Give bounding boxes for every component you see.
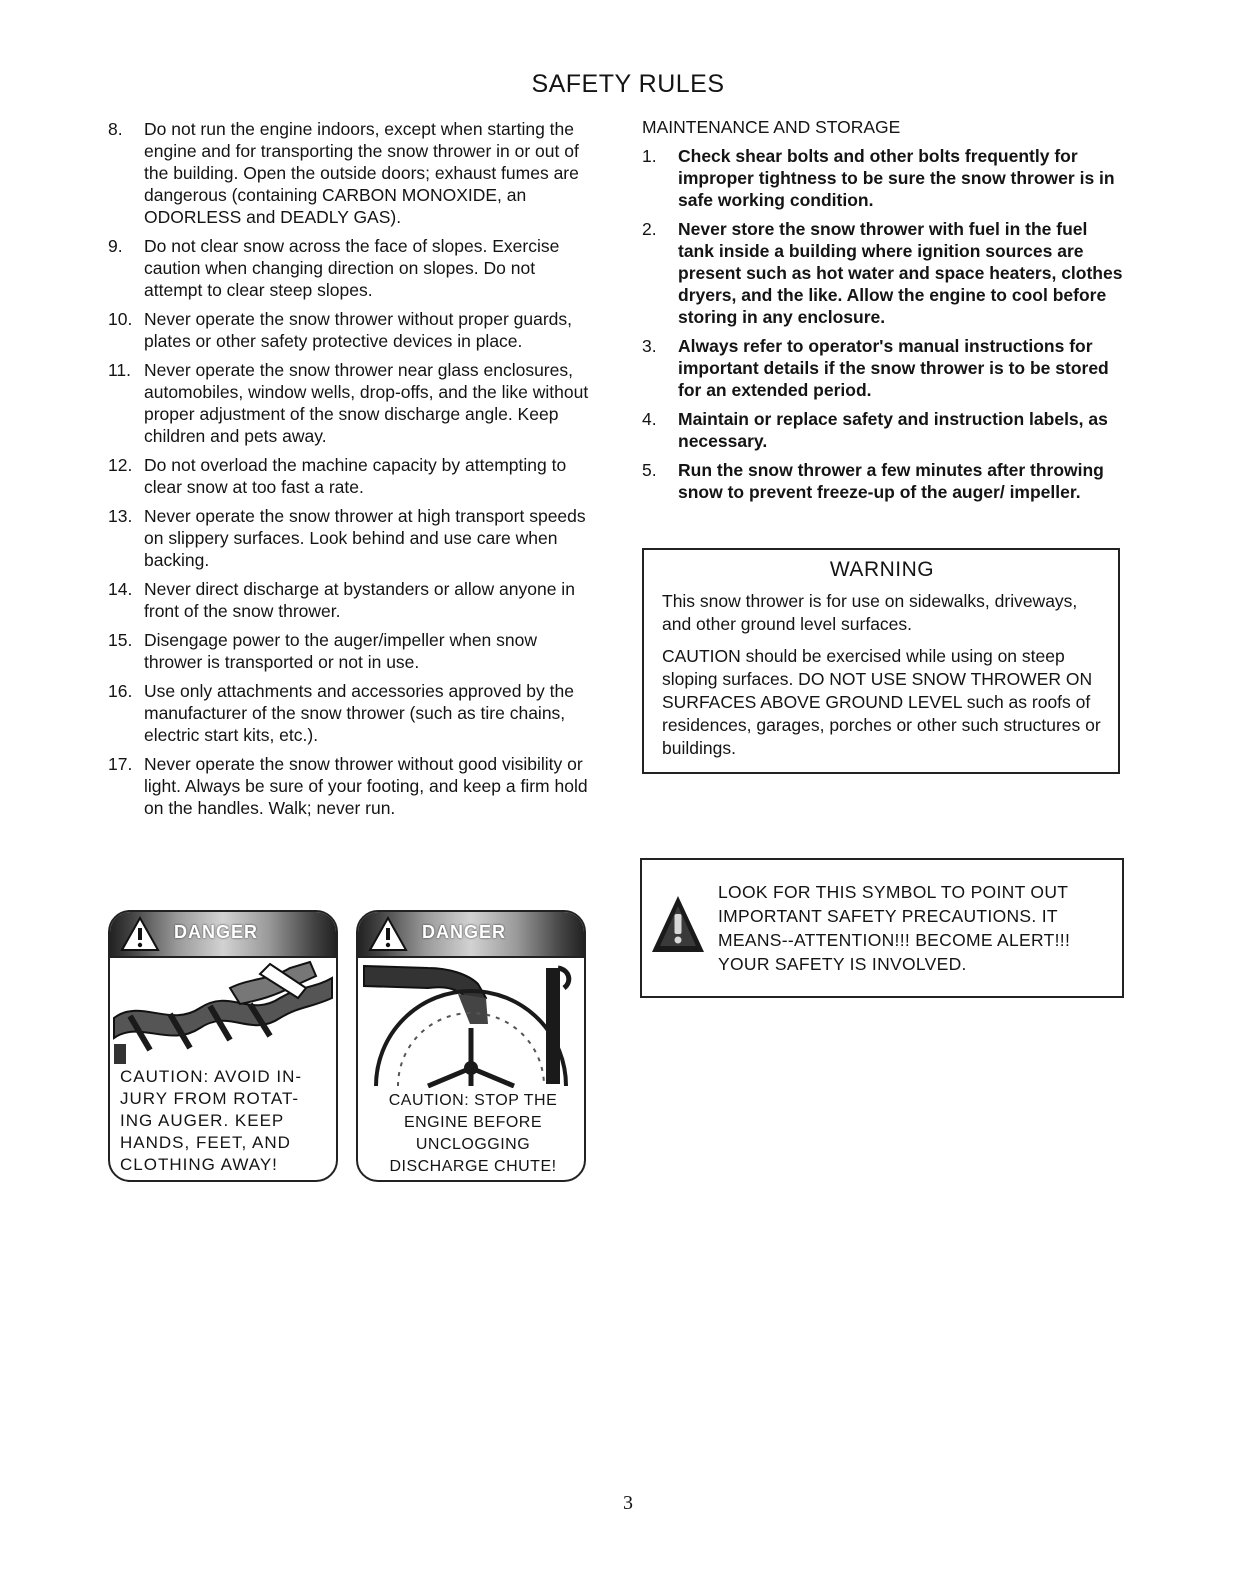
rule-item [108,578,592,622]
rule-number: 4. [642,409,657,429]
rule-number: 9. [108,236,123,256]
rule-number: 13. [108,506,133,526]
rule-number: 3. [642,336,657,356]
rule-item [108,235,592,301]
rule-number: 14. [108,579,133,599]
rule-item [108,454,592,498]
safety-symbol-text: LOOK FOR THIS SYMBOL TO POINT OUT IMPORTANT SAFETY PRECAUTIONS. IT MEANS--ATTENTION!!! BECOME ALERT!!! YOUR SAFETY IS INVOLVED. [718,882,1071,974]
caption-line: HANDS, FEET, AND [120,1133,291,1152]
rule-item [642,459,1126,503]
rule-item [108,359,592,447]
rule-text: Never direct discharge at bystanders or allow anyone in front of the snow thrower. [144,579,575,621]
safety-symbol-box [640,858,1124,998]
caption-line: CAUTION: STOP THE [388,1092,558,1109]
rule-text: Do not clear snow across the face of slopes. Exercise caution when changing direction on slopes. Do not attempt to clear steep slopes. [144,236,560,300]
warning-paragraph: CAUTION should be exercised while using on steep sloping surfaces. DO NOT USE SNOW THROWER ON SURFACES ABOVE GROUND LEVEL such as roofs of residences, garages, porches or other such structures or buildings. [662,646,1101,758]
caption-line: JURY FROM ROTAT- [120,1089,300,1108]
rule-number: 8. [108,119,123,139]
rule-number: 11. [108,360,132,380]
rule-item [108,308,592,352]
section-heading: MAINTENANCE AND STORAGE [642,117,901,137]
rule-number: 1. [642,146,657,166]
rule-text: Never operate the snow thrower at high transport speeds on slippery surfaces. Look behind and use care when backing. [144,506,586,570]
rule-text: Use only attachments and accessories approved by the manufacturer of the snow thrower (such as tire chains, electric start kits, etc.). [144,681,574,745]
maintenance-section [642,116,1126,510]
safety-rules-list [108,118,592,826]
caption-line: ENGINE BEFORE [403,1114,543,1131]
rule-number: 2. [642,219,657,239]
rule-item [642,145,1126,211]
rule-item [108,629,592,673]
rule-text: Never operate the snow thrower without proper guards, plates or other safety protective devices in place. [144,309,573,351]
rule-item [642,218,1126,328]
decal-header [358,912,584,958]
caption-line: CLOTHING AWAY! [120,1155,278,1174]
rule-item [642,335,1126,401]
rule-number: 12. [108,455,133,475]
page-number: 3 [623,1492,633,1514]
rule-text: Do not run the engine indoors, except when starting the engine and for transporting the snow thrower in or out of the building. Open the outside doors; exhaust fumes are dangerous (containing CARBON MONOXIDE, an ODORLESS and DEADLY GAS). [144,119,579,227]
decal-danger-label: DANGER [422,922,507,942]
rule-number: 10. [108,309,133,329]
warning-box [642,548,1120,774]
warning-triangle-icon [368,916,408,952]
auger-hazard-icon [110,958,336,1068]
safety-alert-icon [650,894,706,956]
warning-triangle-icon [120,916,160,952]
chute-hazard-icon [358,958,584,1088]
rule-item [108,505,592,571]
caption-line: DISCHARGE CHUTE! [389,1158,557,1175]
caption-line: ING AUGER. KEEP [120,1111,285,1130]
decal-danger-label: DANGER [174,922,259,942]
caption-line: CAUTION: AVOID IN- [120,1067,303,1086]
rule-text: Run the snow thrower a few minutes after throwing snow to prevent freeze-up of the auger/ impeller. [678,460,1104,502]
caption-line: UNCLOGGING [415,1136,531,1153]
rule-item [108,753,592,819]
rule-text: Always refer to operator's manual instructions for important details if the snow thrower is to be stored for an extended period. [678,336,1109,400]
rule-number: 15. [108,630,133,650]
page-title: SAFETY RULES [531,70,725,98]
maintenance-rules-list [642,145,1126,503]
rule-text: Disengage power to the auger/impeller when snow thrower is transported or not in use. [144,630,538,672]
decal-header [110,912,336,958]
rule-number: 5. [642,460,657,480]
decal-caption [368,1090,578,1178]
rule-text: Check shear bolts and other bolts frequently for improper tightness to be sure the snow thrower is in safe working condition. [678,146,1115,210]
rule-text: Never operate the snow thrower without good visibility or light. Always be sure of your footing, and keep a firm hold on the handles. Walk; never run. [144,754,588,818]
danger-decal-auger [108,910,338,1182]
rule-item [108,680,592,746]
warning-paragraph: This snow thrower is for use on sidewalks, driveways, and other ground level surfaces. [662,591,1078,634]
danger-decal-chute [356,910,586,1182]
rule-item [642,408,1126,452]
rule-text: Do not overload the machine capacity by attempting to clear snow at too fast a rate. [144,455,567,497]
rule-item [108,118,592,228]
rule-number: 17. [108,754,133,774]
decal-caption [120,1066,330,1176]
warning-title: WARNING [829,558,935,581]
rule-text: Never operate the snow thrower near glass enclosures, automobiles, window wells, drop-offs, and the like without proper adjustment of the snow discharge angle. Keep children and pets away. [144,360,589,446]
rule-text: Maintain or replace safety and instruction labels, as necessary. [678,409,1108,451]
rule-text: Never store the snow thrower with fuel in the fuel tank inside a building where ignition sources are present such as hot water and space heaters, clothes dryers, and the like. Allow the engine to cool before storing in any enclosure. [678,219,1123,327]
rule-number: 16. [108,681,133,701]
